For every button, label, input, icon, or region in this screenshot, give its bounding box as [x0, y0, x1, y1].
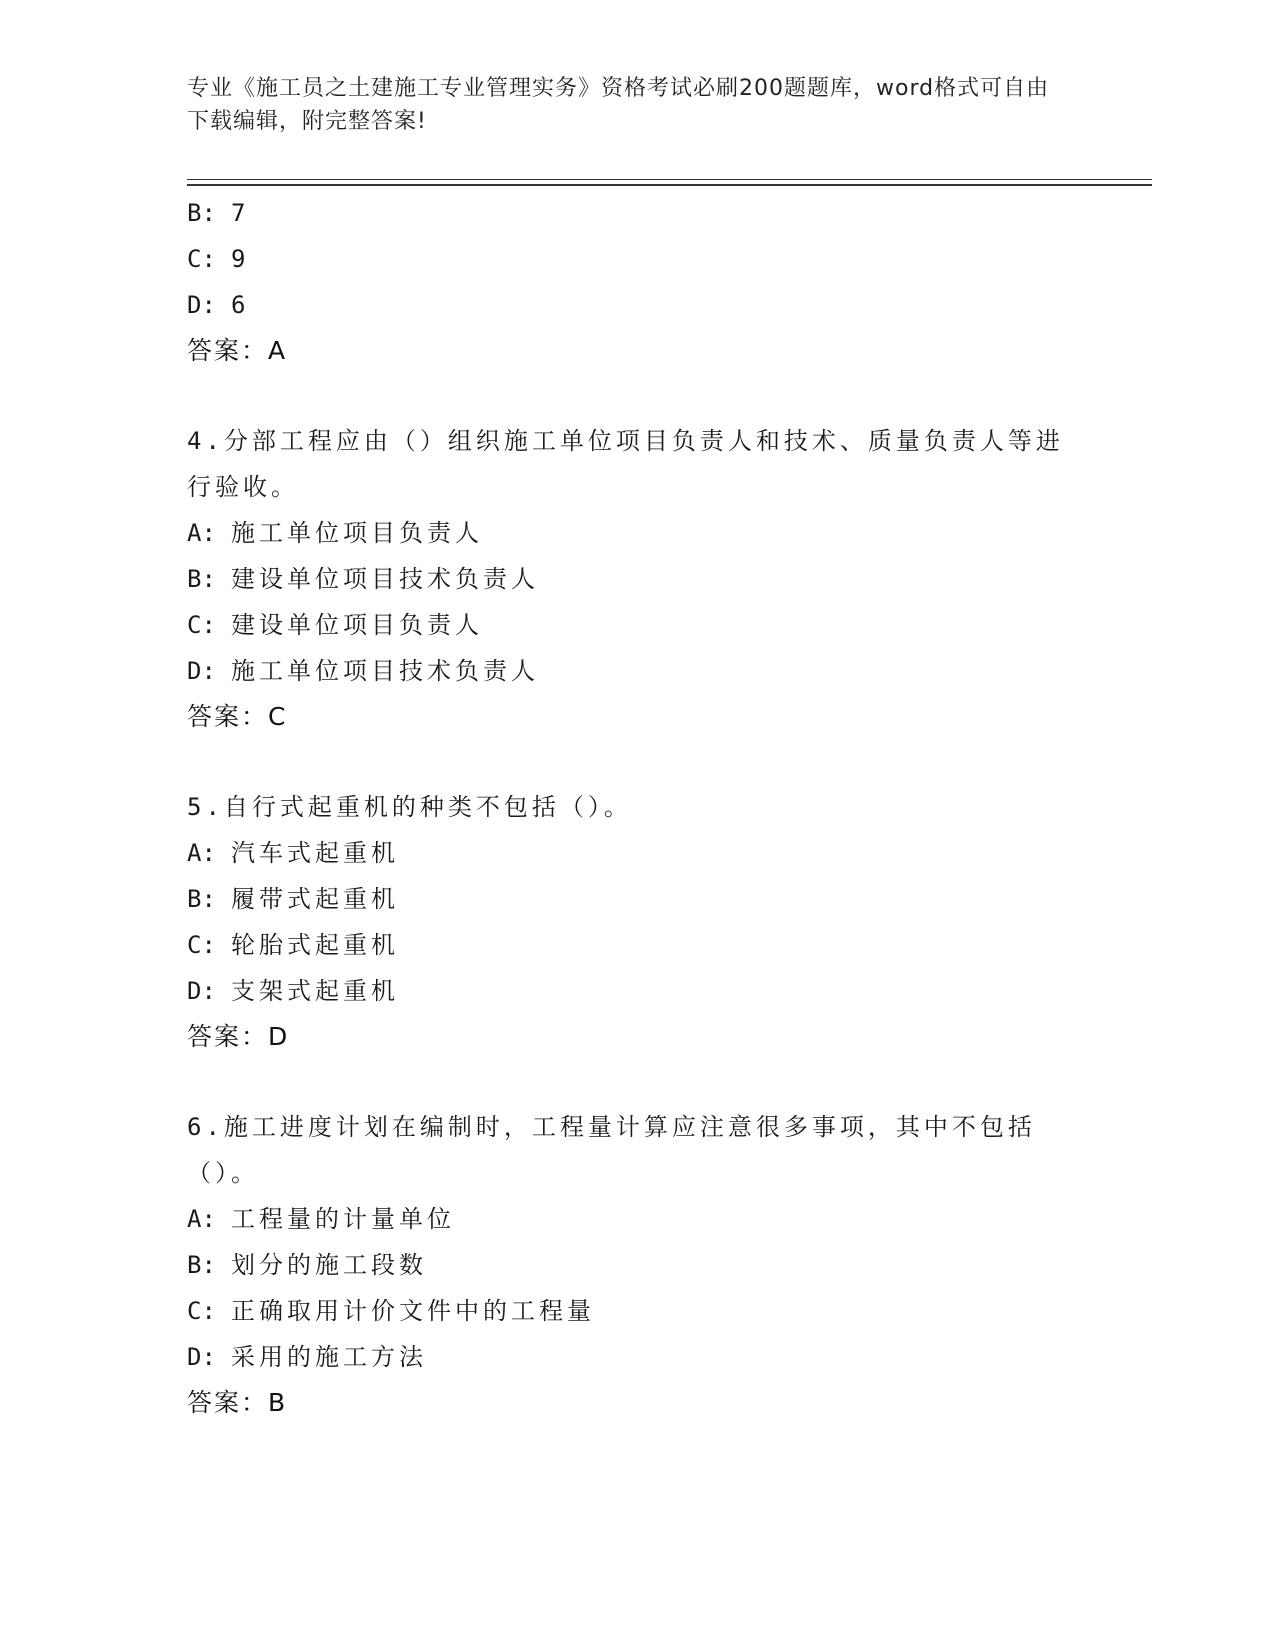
- option-letter: C:: [187, 611, 216, 639]
- option-letter: D:: [187, 291, 216, 319]
- header-divider-thick: [187, 184, 1152, 186]
- option-letter: C:: [187, 1297, 216, 1325]
- option-row: [187, 922, 1067, 968]
- option-row: [187, 876, 1067, 922]
- option-row: [187, 556, 1067, 602]
- option-text: 施工单位项目技术负责人: [231, 657, 539, 685]
- option-row: [187, 1242, 1067, 1288]
- question-stem: 6.施工进度计划在编制时，工程量计算应注意很多事项，其中不包括（）。: [187, 1113, 1036, 1187]
- prev-question: [187, 190, 1067, 374]
- option-letter: B:: [187, 199, 216, 227]
- option-text: 6: [231, 291, 250, 319]
- option-letter: C:: [187, 245, 216, 273]
- option-text: 采用的施工方法: [231, 1343, 427, 1371]
- option-letter: C:: [187, 931, 216, 959]
- option-text: 汽车式起重机: [231, 839, 399, 867]
- option-row: [187, 282, 1067, 328]
- option-text: 工程量的计量单位: [231, 1205, 455, 1233]
- option-row: [187, 510, 1067, 556]
- question-block: [187, 784, 1067, 1060]
- question-list: [187, 190, 1067, 1426]
- option-letter: B:: [187, 885, 216, 913]
- option-row: [187, 830, 1067, 876]
- option-letter: A:: [187, 1205, 216, 1233]
- option-row: [187, 1334, 1067, 1380]
- option-letter: B:: [187, 565, 216, 593]
- answer-line: 答案：B: [187, 1388, 288, 1417]
- option-row: [187, 648, 1067, 694]
- option-letter: D:: [187, 1343, 216, 1371]
- option-letter: A:: [187, 839, 216, 867]
- question-stem: 5.自行式起重机的种类不包括（）。: [187, 793, 632, 821]
- question-stem: 4.分部工程应由（）组织施工单位项目负责人和技术、质量负责人等进行验收。: [187, 427, 1064, 501]
- option-row: [187, 968, 1067, 1014]
- option-letter: D:: [187, 977, 216, 1005]
- question-block: [187, 418, 1067, 740]
- option-row: [187, 602, 1067, 648]
- option-letter: B:: [187, 1251, 216, 1279]
- option-text: 划分的施工段数: [231, 1251, 427, 1279]
- option-text: 轮胎式起重机: [231, 931, 399, 959]
- option-row: [187, 1288, 1067, 1334]
- option-letter: A:: [187, 519, 216, 547]
- option-row: [187, 190, 1067, 236]
- option-text: 9: [231, 245, 250, 273]
- option-text: 正确取用计价文件中的工程量: [231, 1297, 595, 1325]
- answer-line: 答案：D: [187, 1022, 290, 1051]
- header-divider-thin: [187, 179, 1152, 180]
- option-letter: D:: [187, 657, 216, 685]
- question-block: [187, 1104, 1067, 1426]
- option-text: 支架式起重机: [231, 977, 399, 1005]
- option-text: 建设单位项目技术负责人: [231, 565, 539, 593]
- option-text: 施工单位项目负责人: [231, 519, 483, 547]
- option-row: [187, 1196, 1067, 1242]
- option-text: 7: [231, 199, 250, 227]
- option-text: 建设单位项目负责人: [231, 611, 483, 639]
- answer-line: 答案：C: [187, 702, 288, 731]
- option-text: 履带式起重机: [231, 885, 399, 913]
- document-header: 专业《施工员之土建施工专业管理实务》资格考试必刷200题题库，word格式可自由下载编辑，附完整答案!: [187, 76, 1050, 134]
- option-row: [187, 236, 1067, 282]
- answer-line: 答案：A: [187, 336, 288, 365]
